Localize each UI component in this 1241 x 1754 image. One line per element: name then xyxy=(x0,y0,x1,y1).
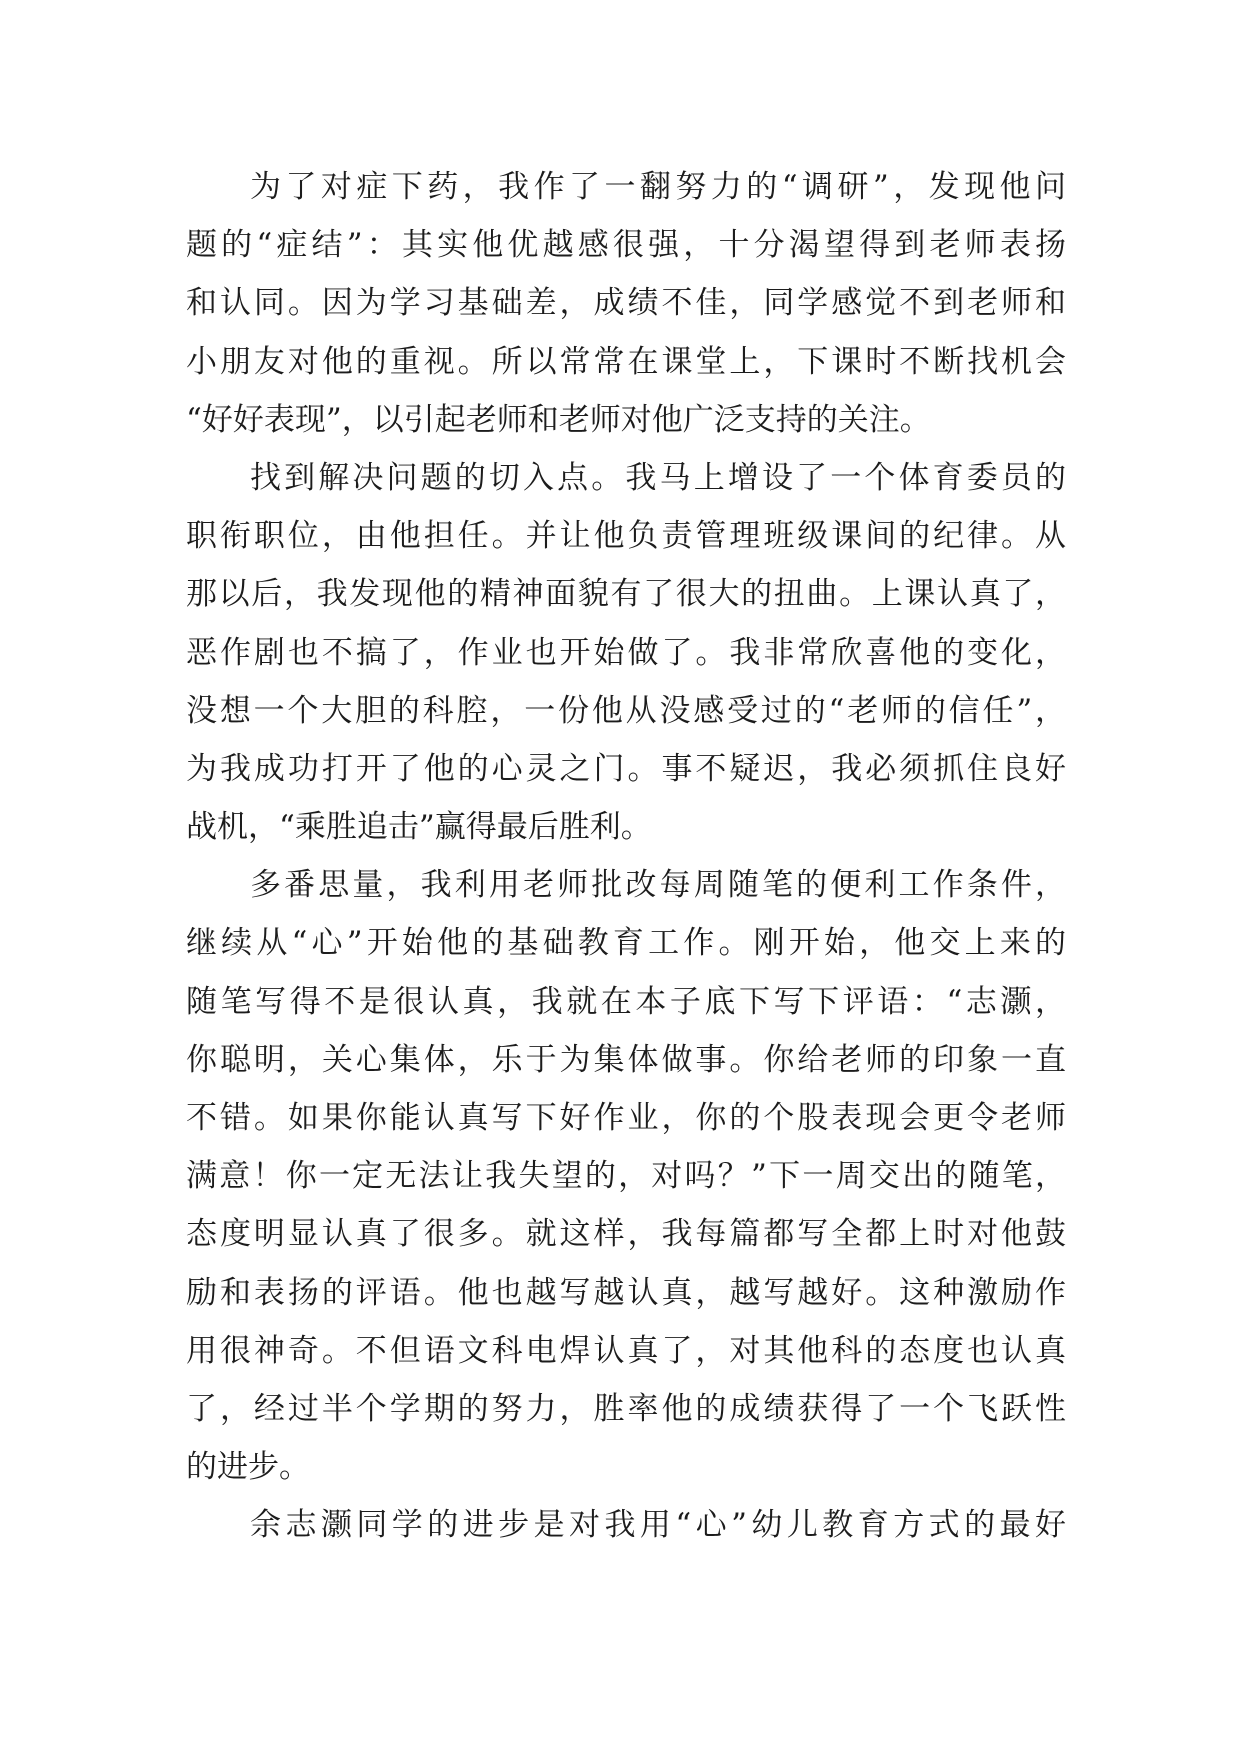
text-line: 恶作剧也不搞了，作业也开始做了。我非常欣喜他的变化， xyxy=(186,634,1066,671)
text-line: 的进步。 xyxy=(186,1449,310,1486)
paragraph-2 xyxy=(186,449,1066,856)
text-line: 那以后，我发现他的精神面貌有了很大的扭曲。上课认真了， xyxy=(186,576,1066,613)
text-line: 找到解决问题的切入点。我马上增设了一个体育委员的 xyxy=(250,459,1066,496)
text-line: 随笔写得不是很认真，我就在本子底下写下评语：“志灏， xyxy=(186,983,1066,1020)
text-line: 不错。如果你能认真写下好作业，你的个股表现会更令老师 xyxy=(186,1100,1066,1136)
text-line: 态度明显认真了很多。就这样，我每篇都写全都上时对他鼓 xyxy=(186,1216,1066,1253)
text-line: 没想一个大胆的科腔，一份他从没感受过的“老师的信任”， xyxy=(186,692,1066,729)
text-line: 继续从“心”开始他的基础教育工作。刚开始，他交上来的 xyxy=(186,925,1066,962)
text-line: 职衔职位，由他担任。并让他负责管理班级课间的纪律。从 xyxy=(186,518,1066,555)
text-line: “好好表现”，以引起老师和老师对他广泛支持的关注。 xyxy=(186,401,931,438)
paragraph-4 xyxy=(186,1496,1066,1554)
text-line: 励和表扬的评语。他也越写越认真，越写越好。这种激励作 xyxy=(186,1274,1066,1311)
text-line: 了，经过半个学期的努力，胜率他的成绩获得了一个飞跃性 xyxy=(186,1390,1066,1427)
text-line: 小朋友对他的重视。所以常常在课堂上，下课时不断找机会 xyxy=(186,343,1066,380)
text-line: 为了对症下药，我作了一翻努力的“调研”，发现他问 xyxy=(250,169,1066,205)
document-body xyxy=(186,158,1066,1555)
text-line: 余志灏同学的进步是对我用“心”幼儿教育方式的最好 xyxy=(250,1507,1066,1544)
text-line: 多番思量，我利用老师批改每周随笔的便利工作条件， xyxy=(250,867,1066,904)
text-line: 为我成功打开了他的心灵之门。事不疑迟，我必须抓住良好 xyxy=(186,750,1066,787)
text-line: 题的“症结”：其实他优越感很强，十分渴望得到老师表扬 xyxy=(186,227,1066,264)
text-line: 战机，“乘胜追击”赢得最后胜利。 xyxy=(186,809,652,846)
text-line: 和认同。因为学习基础差，成绩不佳，同学感觉不到老师和 xyxy=(186,285,1066,322)
paragraph-3 xyxy=(186,856,1066,1496)
paragraph-1 xyxy=(186,158,1066,449)
text-line: 满意！你一定无法让我失望的，对吗？”下一周交出的随笔， xyxy=(186,1158,1066,1195)
text-line: 用很神奇。不但语文科电焊认真了，对其他科的态度也认真 xyxy=(186,1332,1066,1369)
text-line: 你聪明，关心集体，乐于为集体做事。你给老师的印象一直 xyxy=(186,1041,1066,1078)
